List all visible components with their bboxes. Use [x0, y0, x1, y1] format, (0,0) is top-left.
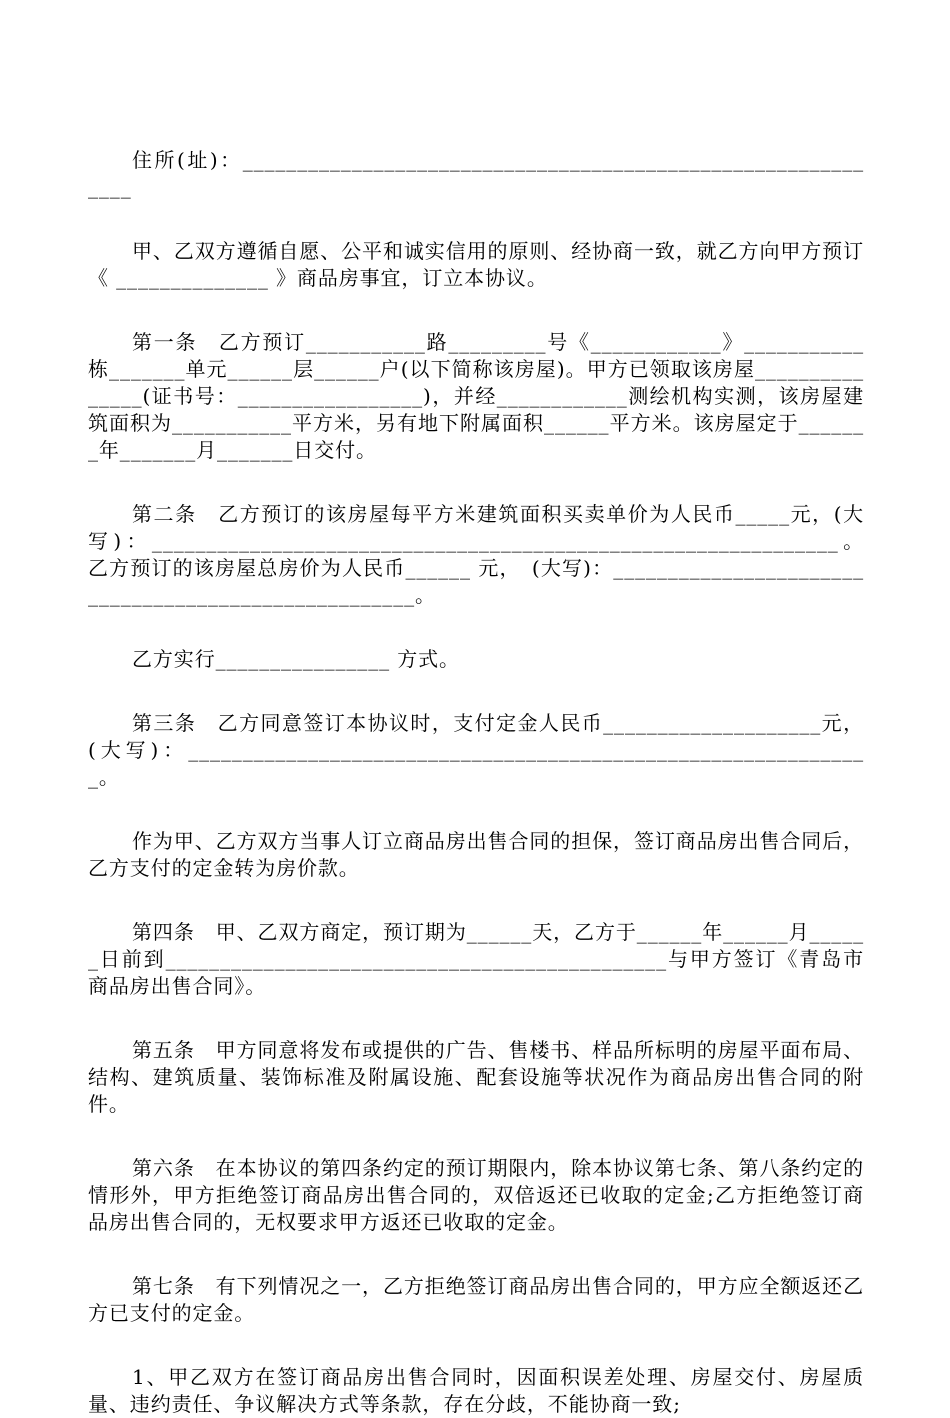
deposit-guarantee-paragraph: 作为甲、乙方双方当事人订立商品房出售合同的担保，签订商品房出售合同后，乙方支付的定金转为房价款。 — [88, 829, 864, 880]
article-7-item-1-paragraph: 1、甲乙双方在签订商品房出售合同时，因面积误差处理、房屋交付、房屋质量、违约责任、争议解决方式等条款，存在分歧，不能协商一致; — [88, 1365, 864, 1416]
article-3-paragraph: 第三条 乙方同意签订本协议时，支付定金人民币____________________元，(大写)：_______________________________________________________________。 — [88, 711, 864, 789]
document-body — [88, 147, 864, 1418]
payment-method-paragraph: 乙方实行________________ 方式。 — [132, 647, 460, 671]
preamble-paragraph: 甲、乙双方遵循自愿、公平和诚实信用的原则、经协商一致，就乙方向甲方预订《 ______________ 》商品房事宜，订立本协议。 — [88, 239, 864, 290]
article-4-paragraph: 第四条 甲、乙双方商定，预订期为______天，乙方于______年______月______日前到______________________________________________与甲方签订《青岛市商品房出售合同》。 — [88, 920, 864, 998]
address-line: 住所(址)：_____________________________________________________________ — [88, 148, 864, 199]
article-6-paragraph: 第六条 在本协议的第四条约定的预订期限内，除本协议第七条、第八条约定的情形外，甲方拒绝签订商品房出售合同的，双倍返还已收取的定金;乙方拒绝签订商品房出售合同的，无权要求甲方返还已收取的定金。 — [88, 1156, 864, 1234]
article-5-paragraph: 第五条 甲方同意将发布或提供的广告、售楼书、样品所标明的房屋平面布局、结构、建筑质量、装饰标准及附属设施、配套设施等状况作为商品房出售合同的附件。 — [88, 1038, 864, 1116]
article-1-paragraph: 第一条 乙方预订___________路_________号《____________》___________栋_______单元______层______户(以下简称该房屋)。甲方已领取该房屋_______________(证书号：_________________)，并经____________测绘机构实测，该房屋建筑面积为___________平方米，另有地下附属面积______平方米。该房屋定于_______年_______月_______日交付。 — [88, 330, 864, 462]
article-7-paragraph: 第七条 有下列情况之一，乙方拒绝签订商品房出售合同的，甲方应全额返还乙方已支付的定金。 — [88, 1274, 864, 1325]
article-2-paragraph: 第二条 乙方预订的该房屋每平方米建筑面积买卖单价为人民币_____元，(大写)：_______________________________________________________________。乙方预订的该房屋总房价为人民币______ 元， (大写)：_____________________________________________________。 — [88, 502, 864, 607]
